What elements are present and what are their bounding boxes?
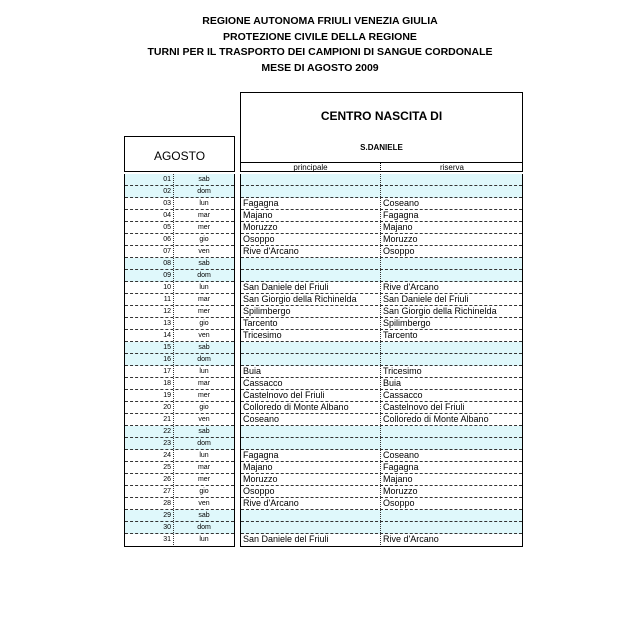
day-list: [124, 174, 235, 547]
shift-row: [241, 234, 522, 246]
center-header: [240, 92, 523, 172]
riserva-cell: Osoppo: [383, 498, 415, 508]
day-row: [125, 282, 234, 294]
principale-cell: Tricesimo: [243, 330, 282, 340]
principale-cell: Cassacco: [243, 378, 283, 388]
day-number: 18: [125, 378, 174, 389]
shift-row: [241, 522, 522, 534]
day-number: 31: [125, 534, 174, 545]
day-row: [125, 486, 234, 498]
principale-cell: San Daniele del Friuli: [243, 282, 329, 292]
principale-cell: Fagagna: [243, 198, 279, 208]
day-row: [125, 534, 234, 546]
riserva-cell: Osoppo: [383, 246, 415, 256]
day-row: [125, 510, 234, 522]
day-number: 28: [125, 498, 174, 509]
weekday: ven: [198, 416, 210, 423]
shift-row: [241, 198, 522, 210]
column-separator: [380, 438, 381, 449]
shift-row: [241, 270, 522, 282]
shift-row: [241, 426, 522, 438]
principale-cell: Spilimbergo: [243, 306, 291, 316]
shift-row: [241, 402, 522, 414]
weekday: sab: [198, 428, 210, 435]
principale-cell: Majano: [243, 462, 273, 472]
shift-row: [241, 486, 522, 498]
weekday: mar: [197, 380, 211, 387]
day-row: [125, 474, 234, 486]
title-line-civil-protection: PROTEZIONE CIVILE DELLA REGIONE: [223, 30, 417, 43]
title-line-region: REGIONE AUTONOMA FRIULI VENEZIA GIULIA: [202, 15, 438, 27]
riserva-cell: Moruzzo: [383, 234, 418, 244]
riserva-cell: Colloredo di Monte Albano: [383, 414, 489, 424]
shift-row: [241, 462, 522, 474]
riserva-cell: Rive d'Arcano: [383, 534, 439, 544]
day-number: 14: [125, 330, 174, 341]
principale-cell: [243, 342, 379, 353]
weekday: dom: [197, 440, 211, 447]
column-separator: [380, 306, 381, 317]
weekday: dom: [197, 356, 211, 363]
day-row: [125, 354, 234, 366]
weekday: sab: [198, 176, 210, 183]
shift-row: [241, 318, 522, 330]
day-row: [125, 498, 234, 510]
column-separator: [380, 390, 381, 401]
shift-row: [241, 474, 522, 486]
center-name: S.DANIELE: [360, 143, 403, 152]
column-header-riserva: riserva: [380, 163, 523, 172]
column-separator: [380, 354, 381, 365]
principale-cell: Tarcento: [243, 318, 278, 328]
column-separator: [380, 270, 381, 281]
column-separator: [380, 462, 381, 473]
principale-cell: Buia: [243, 366, 262, 376]
principale-cell: [243, 258, 379, 269]
column-separator: [380, 258, 381, 269]
principale-cell: [243, 522, 379, 533]
principale-cell: Fagagna: [243, 450, 279, 460]
document-title: [0, 14, 640, 76]
day-number: 10: [125, 282, 174, 293]
riserva-cell: [383, 342, 521, 353]
day-number: 30: [125, 522, 174, 533]
center-header-title: CENTRO NASCITA DI: [320, 109, 443, 123]
day-number: 08: [125, 258, 174, 269]
day-row: [125, 522, 234, 534]
shift-row: [241, 258, 522, 270]
weekday: lun: [199, 452, 209, 459]
day-row: [125, 246, 234, 258]
column-separator: [380, 522, 381, 533]
day-number: 24: [125, 450, 174, 461]
riserva-cell: [383, 510, 521, 521]
column-separator: [380, 498, 381, 509]
riserva-cell: San Daniele del Friuli: [383, 294, 469, 304]
riserva-cell: Rive d'Arcano: [383, 282, 439, 292]
weekday: sab: [198, 344, 210, 351]
principale-cell: Moruzzo: [243, 474, 278, 484]
column-separator: [380, 450, 381, 461]
riserva-cell: [383, 258, 521, 269]
principale-cell: [243, 354, 379, 365]
weekday: ven: [198, 332, 210, 339]
day-number: 15: [125, 342, 174, 353]
day-number: 16: [125, 354, 174, 365]
weekday: dom: [197, 188, 211, 195]
principale-cell: Moruzzo: [243, 222, 278, 232]
column-separator: [380, 186, 381, 197]
riserva-cell: Coseano: [383, 450, 420, 460]
principale-cell: Colloredo di Monte Albano: [243, 402, 349, 412]
day-row: [125, 330, 234, 342]
shift-row: [241, 282, 522, 294]
day-row: [125, 270, 234, 282]
column-separator: [380, 474, 381, 485]
riserva-cell: [383, 438, 521, 449]
weekday: sab: [198, 260, 210, 267]
day-row: [125, 174, 234, 186]
weekday: lun: [199, 200, 209, 207]
day-row: [125, 462, 234, 474]
day-row: [125, 438, 234, 450]
shift-row: [241, 210, 522, 222]
day-row: [125, 378, 234, 390]
weekday: dom: [197, 524, 211, 531]
principale-cell: Castelnovo del Friuli: [243, 390, 325, 400]
day-number: 20: [125, 402, 174, 413]
principale-cell: [243, 426, 379, 437]
weekday: mer: [197, 392, 211, 399]
principale-cell: Coseano: [243, 414, 280, 424]
shift-row: [241, 246, 522, 258]
column-separator: [380, 366, 381, 377]
day-row: [125, 450, 234, 462]
shift-row: [241, 306, 522, 318]
day-number: 23: [125, 438, 174, 449]
day-number: 29: [125, 510, 174, 521]
month-header-label: AGOSTO: [153, 149, 206, 163]
column-separator: [380, 294, 381, 305]
riserva-cell: [383, 354, 521, 365]
column-separator: [380, 222, 381, 233]
column-separator: [380, 282, 381, 293]
day-number: 17: [125, 366, 174, 377]
day-number: 13: [125, 318, 174, 329]
principale-cell: San Giorgio della Richinelda: [243, 294, 357, 304]
month-header: [124, 136, 235, 172]
riserva-cell: [383, 186, 521, 197]
day-row: [125, 210, 234, 222]
riserva-cell: [383, 174, 521, 185]
principale-cell: [243, 510, 379, 521]
principale-cell: Osoppo: [243, 234, 275, 244]
column-separator: [380, 318, 381, 329]
weekday: mar: [197, 296, 211, 303]
column-separator: [380, 210, 381, 221]
day-number: 01: [125, 174, 174, 185]
title-line-month: MESE DI AGOSTO 2009: [261, 61, 379, 74]
shift-table: [240, 174, 523, 547]
riserva-cell: [383, 426, 521, 437]
weekday: mar: [197, 212, 211, 219]
weekday: gio: [199, 404, 209, 411]
day-number: 19: [125, 390, 174, 401]
day-number: 12: [125, 306, 174, 317]
weekday: gio: [199, 320, 209, 327]
riserva-cell: Majano: [383, 222, 413, 232]
shift-row: [241, 378, 522, 390]
day-row: [125, 222, 234, 234]
weekday: gio: [199, 488, 209, 495]
column-separator: [380, 174, 381, 185]
principale-cell: San Daniele del Friuli: [243, 534, 329, 544]
day-row: [125, 294, 234, 306]
riserva-cell: Majano: [383, 474, 413, 484]
riserva-cell: Castelnovo del Friuli: [383, 402, 465, 412]
principale-cell: Rive d'Arcano: [243, 246, 299, 256]
day-number: 11: [125, 294, 174, 305]
principale-cell: Majano: [243, 210, 273, 220]
day-row: [125, 426, 234, 438]
shift-row: [241, 186, 522, 198]
weekday: lun: [199, 368, 209, 375]
shift-row: [241, 174, 522, 186]
principale-cell: Osoppo: [243, 486, 275, 496]
column-separator: [380, 402, 381, 413]
riserva-cell: Buia: [383, 378, 402, 388]
riserva-cell: Coseano: [383, 198, 420, 208]
riserva-cell: Moruzzo: [383, 486, 418, 496]
day-row: [125, 414, 234, 426]
shift-row: [241, 510, 522, 522]
weekday: ven: [198, 500, 210, 507]
day-number: 03: [125, 198, 174, 209]
weekday: mer: [197, 224, 211, 231]
column-headers: [241, 162, 522, 173]
title-line-subject: TURNI PER IL TRASPORTO DEI CAMPIONI DI SANGUE CORDONALE: [147, 46, 493, 58]
weekday: dom: [197, 272, 211, 279]
shift-row: [241, 498, 522, 510]
day-row: [125, 318, 234, 330]
column-separator: [380, 486, 381, 497]
weekday: gio: [199, 236, 209, 243]
riserva-cell: Fagagna: [383, 210, 419, 220]
shift-row: [241, 438, 522, 450]
weekday: mer: [197, 308, 211, 315]
day-row: [125, 342, 234, 354]
day-number: 27: [125, 486, 174, 497]
column-separator: [380, 426, 381, 437]
principale-cell: [243, 174, 379, 185]
riserva-cell: San Giorgio della Richinelda: [383, 306, 497, 316]
weekday: lun: [199, 536, 209, 543]
column-separator: [380, 246, 381, 257]
column-separator: [380, 534, 381, 545]
riserva-cell: Cassacco: [383, 390, 423, 400]
day-row: [125, 366, 234, 378]
riserva-cell: [383, 522, 521, 533]
shift-row: [241, 330, 522, 342]
day-row: [125, 390, 234, 402]
weekday: mer: [197, 476, 211, 483]
day-row: [125, 186, 234, 198]
shift-row: [241, 534, 522, 546]
principale-cell: [243, 270, 379, 281]
riserva-cell: Tarcento: [383, 330, 418, 340]
day-number: 21: [125, 414, 174, 425]
shift-row: [241, 414, 522, 426]
column-separator: [380, 510, 381, 521]
principale-cell: [243, 438, 379, 449]
column-separator: [380, 414, 381, 425]
principale-cell: Rive d'Arcano: [243, 498, 299, 508]
riserva-cell: Fagagna: [383, 462, 419, 472]
weekday: mar: [197, 464, 211, 471]
shift-row: [241, 450, 522, 462]
day-number: 06: [125, 234, 174, 245]
day-row: [125, 306, 234, 318]
shift-row: [241, 222, 522, 234]
day-number: 05: [125, 222, 174, 233]
day-row: [125, 234, 234, 246]
column-separator: [380, 330, 381, 341]
day-row: [125, 198, 234, 210]
riserva-cell: [383, 270, 521, 281]
day-number: 26: [125, 474, 174, 485]
day-row: [125, 258, 234, 270]
day-number: 09: [125, 270, 174, 281]
shift-row: [241, 354, 522, 366]
riserva-cell: Tricesimo: [383, 366, 422, 376]
day-number: 02: [125, 186, 174, 197]
shift-row: [241, 390, 522, 402]
riserva-cell: Spilimbergo: [383, 318, 431, 328]
weekday: lun: [199, 284, 209, 291]
shift-row: [241, 366, 522, 378]
column-separator: [380, 234, 381, 245]
principale-cell: [243, 186, 379, 197]
column-separator: [380, 378, 381, 389]
column-separator: [380, 342, 381, 353]
shift-row: [241, 294, 522, 306]
day-number: 04: [125, 210, 174, 221]
day-row: [125, 402, 234, 414]
day-number: 07: [125, 246, 174, 257]
day-number: 22: [125, 426, 174, 437]
shift-row: [241, 342, 522, 354]
column-header-principale: principale: [293, 163, 328, 172]
weekday: ven: [198, 248, 210, 255]
day-number: 25: [125, 462, 174, 473]
column-separator: [380, 198, 381, 209]
weekday: sab: [198, 512, 210, 519]
